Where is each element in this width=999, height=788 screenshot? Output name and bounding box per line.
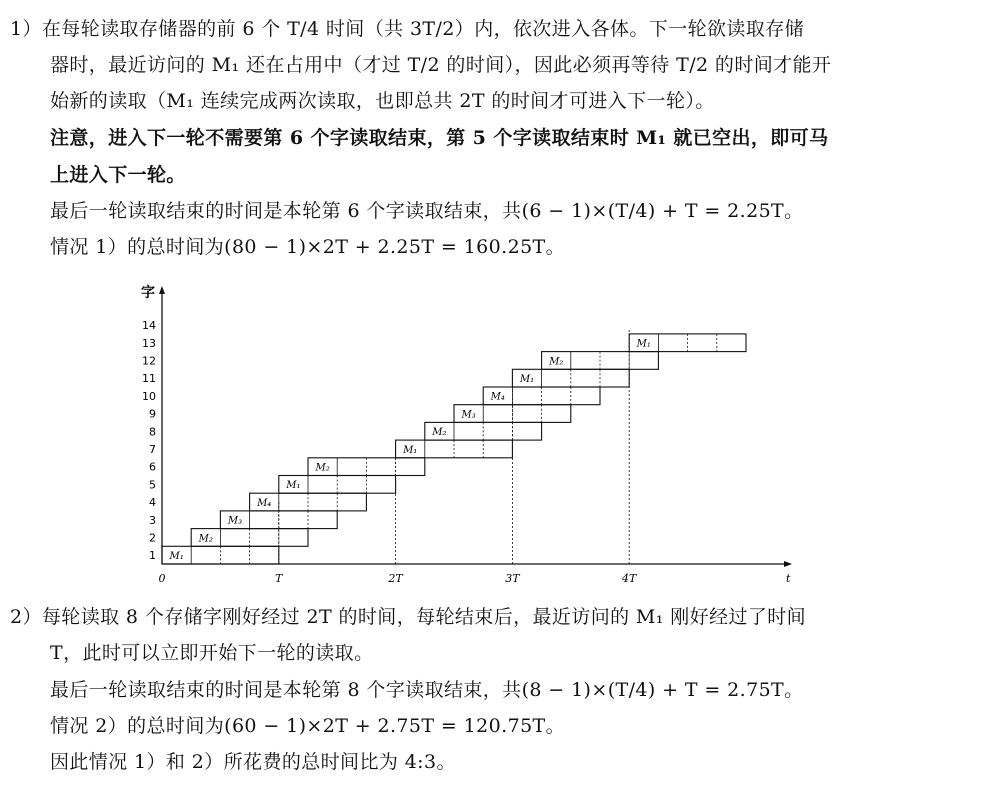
x-tick-label: 2T <box>388 572 403 585</box>
x-tick-label: 3T <box>505 572 520 585</box>
section-2 <box>0 596 999 788</box>
paragraph-line: 器时，最近访问的 M₁ 还在占用中（才过 T/2 的时间），因此必须再等待 T/2 的时间才能开 <box>50 54 832 76</box>
module-label: M₃ <box>227 515 243 527</box>
x-axis-arrow <box>784 561 792 567</box>
y-tick-label: 4 <box>149 496 156 510</box>
y-tick-label: 14 <box>142 319 156 333</box>
y-tick-label: 10 <box>142 389 156 403</box>
y-tick-label: 1 <box>149 549 156 563</box>
x-axis-label: t <box>786 572 791 585</box>
paragraph-line: 始新的读取（M₁ 连续完成两次读取，也即总共 2T 的时间才可进入下一轮）。 <box>50 90 715 112</box>
module-label: M₂ <box>432 427 447 439</box>
module-label: M₂ <box>315 462 330 474</box>
module-label: M₁ <box>403 444 418 456</box>
y-tick-label: 6 <box>149 460 156 474</box>
y-axis-label: 字 <box>141 285 155 301</box>
paragraph-line: 1）在每轮读取存储器的前 6 个 T/4 时间（共 3T/2）内，依次进入各体。下一轮欲读取存储 <box>10 18 804 40</box>
y-tick-label: 2 <box>149 531 156 545</box>
y-tick-label: 13 <box>142 336 156 350</box>
y-tick-label: 5 <box>149 478 156 492</box>
y-tick-label: 8 <box>149 425 156 439</box>
x-tick-label: 4T <box>622 572 637 585</box>
note-line: 注意，进入下一轮不需要第 6 个字读取结束，第 5 个字读取结束时 M₁ 就已空出，即可马 <box>50 127 829 149</box>
module-label: M₁ <box>636 338 651 350</box>
x-tick-label: T <box>275 572 283 585</box>
paragraph-line: 最后一轮读取结束的时间是本轮第 8 个字读取结束，共(8 − 1)×(T/4) + T = 2.75T。 <box>50 679 804 701</box>
paragraph-line: 情况 2）的总时间为(60 − 1)×2T + 2.75T = 120.75T。 <box>50 715 566 737</box>
timing-diagram <box>130 278 810 590</box>
module-label: M₂ <box>549 356 564 368</box>
y-tick-label: 7 <box>149 442 156 456</box>
module-label: M₁ <box>169 551 184 562</box>
section-1 <box>0 0 999 270</box>
y-tick-label: 9 <box>149 407 156 421</box>
module-label: M₄ <box>257 497 272 509</box>
module-label: M₁ <box>519 374 535 385</box>
y-tick-label: 3 <box>149 513 156 527</box>
module-label: M₁ <box>286 480 301 492</box>
module-label: M₂ <box>198 533 213 545</box>
paragraph-line: T，此时可以立即开始下一轮的读取。 <box>50 642 374 664</box>
x-tick-label: 0 <box>158 572 166 585</box>
module-label: M₄ <box>490 391 505 403</box>
note-line: 上进入下一轮。 <box>50 164 186 186</box>
paragraph-line: 最后一轮读取结束的时间是本轮第 6 个字读取结束，共(6 − 1)×(T/4) + T = 2.25T。 <box>50 200 804 222</box>
y-tick-label: 12 <box>142 354 156 368</box>
y-axis-arrow <box>159 286 165 294</box>
module-label: M₃ <box>461 409 476 421</box>
paragraph-line: 因此情况 1）和 2）所花费的总时间比为 4:3。 <box>50 751 456 773</box>
paragraph-line: 2）每轮读取 8 个存储字刚好经过 2T 的时间，每轮结束后，最近访问的 M₁ 刚好经过了时间 <box>10 606 807 628</box>
paragraph-line: 情况 1）的总时间为(80 − 1)×2T + 2.25T = 160.25T。 <box>50 236 566 258</box>
y-tick-label: 11 <box>142 372 156 386</box>
